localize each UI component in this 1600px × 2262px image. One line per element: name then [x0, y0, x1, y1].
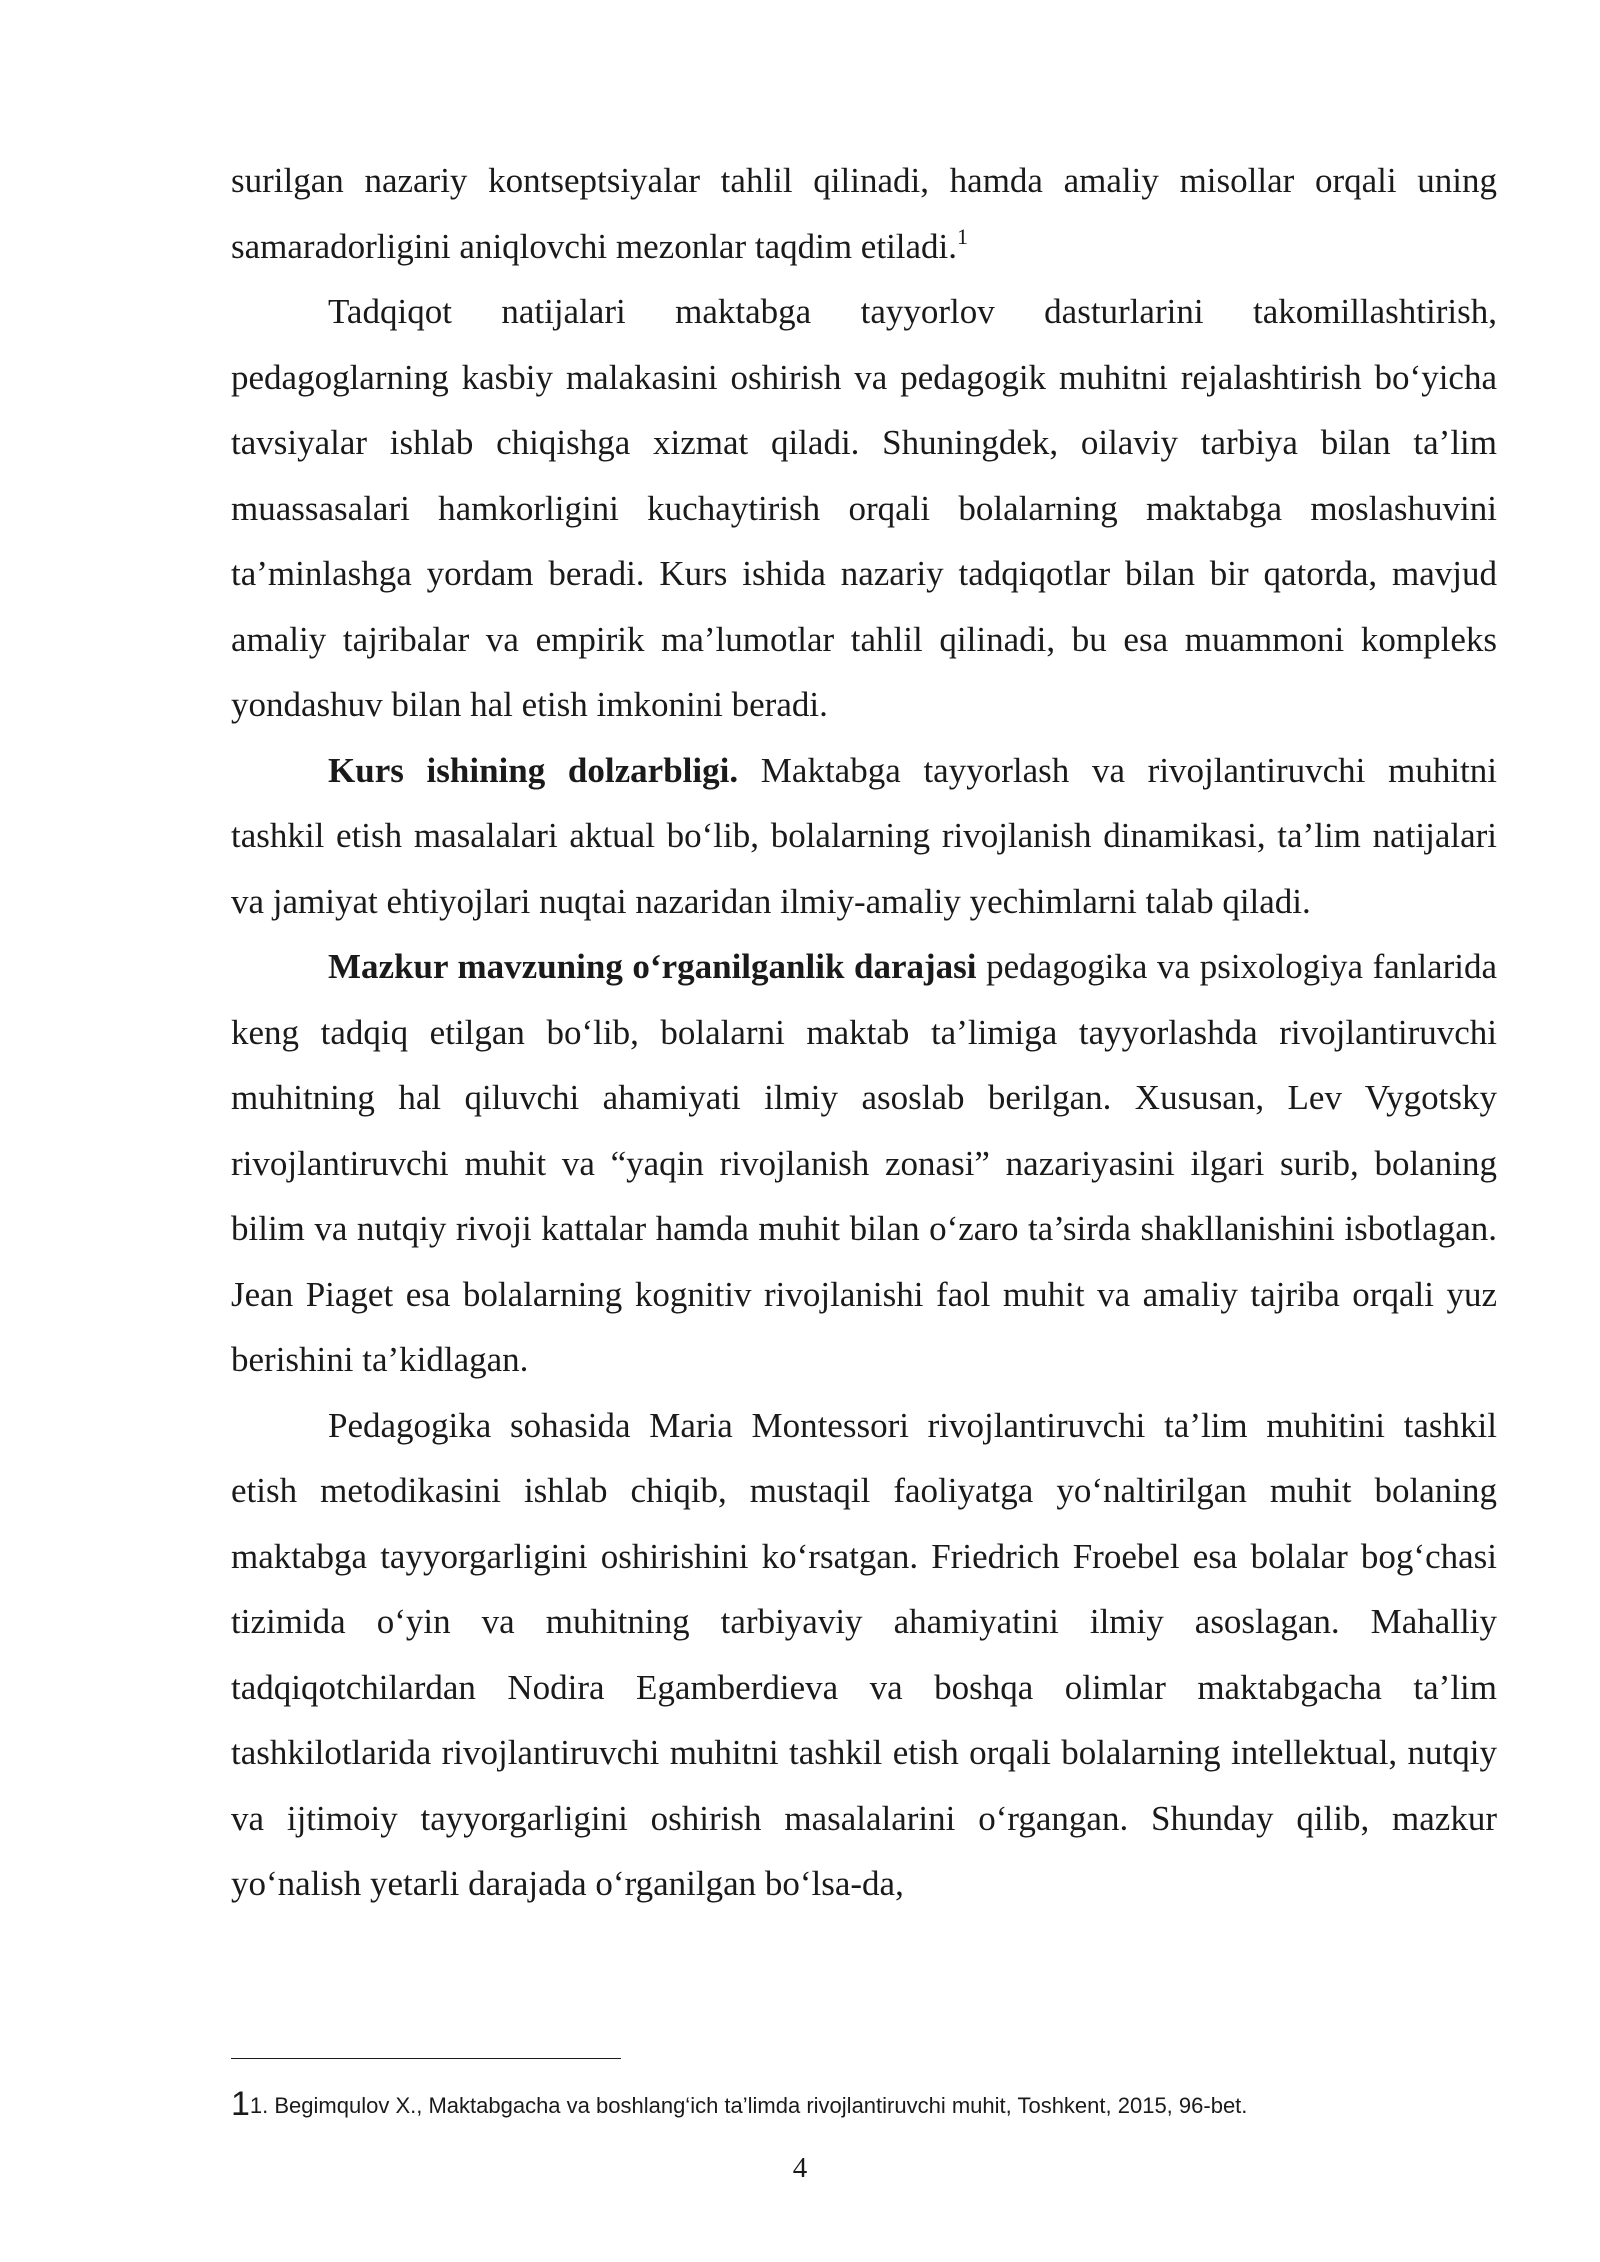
- paragraph-pedagogy: [231, 1393, 1497, 1917]
- footnote: [231, 2085, 1497, 2123]
- paragraph-text: Pedagogika sohasida Maria Montessori rivojlantiruvchi ta’lim muhitini tashkil etish metodikasini ishlab chiqib, mustaqil faoliyatga yo‘naltirilgan muhit bolaning maktabga tayyorgarligini oshirishini ko‘rsatgan. Friedrich Froebel esa bolalar bog‘chasi tizimida o‘yin va muhitning tarbiyaviy ahamiyatini ilmiy asoslagan. Mahalliy tadqiqotchilardan Nodira Egamberdieva va boshqa olimlar maktabgacha ta’lim tashkilotlarida rivojlantiruvchi muhitni tashkil etish orqali bolalarning intellektual, nutqiy va ijtimoiy tayyorgarligini oshirish masalalarini o‘rgangan. Shunday qilib, mazkur yo‘nalish yetarli darajada o‘rganilgan bo‘lsa-da,: [231, 1405, 1497, 1903]
- paragraph-heading: Mazkur mavzuning o‘rganilganlik darajasi: [328, 947, 977, 986]
- paragraph-research-results: [231, 279, 1497, 738]
- paragraph-heading: Kurs ishining dolzarbligi.: [328, 750, 739, 790]
- body-text: [231, 148, 1497, 1917]
- paragraph-relevance: [231, 738, 1497, 935]
- page-number: 4: [792, 2152, 808, 2184]
- paragraph-text: Maktabga tayyorlash va rivojlantiruvchi muhitni tashkil etish masalalari aktual bo‘lib, bolalarning rivojlanish dinamikasi, ta’lim natijalari va jamiyat ehtiyojlari nuqtai nazaridan ilmiy-amaliy yechimlarni talab qiladi.: [231, 750, 1497, 921]
- paragraph-continuation: [231, 148, 1497, 279]
- footnote-separator: [231, 2058, 621, 2059]
- footnote-number: 1: [231, 2085, 250, 2123]
- paragraph-text: pedagogika va psixologiya fanlarida keng tadqiq etilgan bo‘lib, bolalarni maktab ta’limiga tayyorlashda rivojlantiruvchi muhitning hal qiluvchi ahamiyati ilmiy asoslab berilgan. Xususan, Lev Vygotsky rivojlantiruvchi muhit va “yaqin rivojlanish zonasi” nazariyasini ilgari surib, bolaning bilim va nutqiy rivoji kattalar hamda muhit bilan o‘zaro ta’sirda shakllanishini isbotlagan. Jean Piaget esa bolalarning kognitiv rivojlanishi faol muhit va amaliy tajriba orqali yuz berishini ta’kidlagan.: [231, 947, 1497, 1379]
- footnote-reference[interactable]: 1: [957, 223, 969, 249]
- footnote-text: 1. Begimqulov X., Maktabgacha va boshlang‘ich ta’limda rivojlantiruvchi muhit, Toshkent, 2015, 96-bet.: [249, 2093, 1248, 2118]
- paragraph-degree-of-study: [231, 934, 1497, 1393]
- paragraph-text: surilgan nazariy kontseptsiyalar tahlil qilinadi, hamda amaliy misollar orqali uning samaradorligini aniqlovchi mezonlar taqdim etiladi.: [231, 161, 1497, 266]
- paragraph-text: Tadqiqot natijalari maktabga tayyorlov dasturlarini takomillashtirish, pedagoglarning kasbiy malakasini oshirish va pedagogik muhitni rejalashtirish bo‘yicha tavsiyalar ishlab chiqishga xizmat qiladi. Shuningdek, oilaviy tarbiya bilan ta’lim muassasalari hamkorligini kuchaytirish orqali bolalarning maktabga moslashuvini ta’minlashga yordam beradi. Kurs ishida nazariy tadqiqotlar bilan bir qatorda, mavjud amaliy tajribalar va empirik ma’lumotlar tahlil qilinadi, bu esa muammoni kompleks yondashuv bilan hal etish imkonini beradi.: [231, 292, 1497, 724]
